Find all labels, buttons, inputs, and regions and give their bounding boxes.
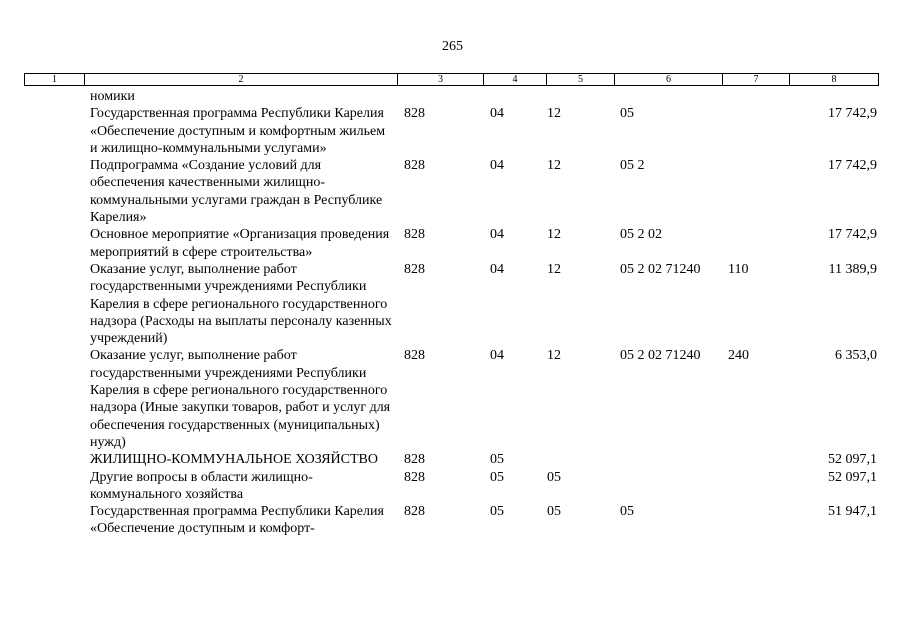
row-cell-c3: 828 <box>404 106 425 122</box>
row-description: номики <box>90 89 135 104</box>
row-cell-c3: 828 <box>404 469 425 485</box>
row-cell-c5: 05 <box>547 469 561 485</box>
row-cell-c4: 05 <box>490 469 504 485</box>
row-cell-c4: 04 <box>490 348 504 364</box>
row-cell-c6: 05 2 02 <box>620 227 662 243</box>
row-cell-c7: 240 <box>728 348 749 364</box>
table-row <box>0 451 905 468</box>
table-rows <box>0 105 905 537</box>
header-col-5: 5 <box>547 73 615 86</box>
row-cell-c6: 05 2 02 71240 <box>620 261 701 277</box>
header-col-1: 1 <box>24 73 85 86</box>
row-cell-c8: 6 353,0 <box>835 348 877 364</box>
row-cell-c5: 12 <box>547 158 561 174</box>
header-col-8: 8 <box>790 73 879 86</box>
row-cell-c6: 05 2 02 71240 <box>620 348 701 364</box>
row-cell-c8: 51 947,1 <box>828 504 877 520</box>
header-col-6: 6 <box>615 73 723 86</box>
row-cell-c3: 828 <box>404 158 425 174</box>
table-row <box>0 261 905 347</box>
header-col-7: 7 <box>723 73 790 86</box>
row-description: ЖИЛИЩНО-КОММУНАЛЬНОЕ ХОЗЯЙСТВО <box>90 452 378 468</box>
header-col-3: 3 <box>398 73 484 86</box>
row-cell-c6: 05 <box>620 106 634 122</box>
table-row <box>0 347 905 451</box>
row-description: Другие вопросы в области жилищно-коммунального хозяйства <box>90 469 313 502</box>
row-cell-c4: 04 <box>490 261 504 277</box>
row-cell-c3: 828 <box>404 348 425 364</box>
row-cell-c3: 828 <box>404 261 425 277</box>
row-cell-c6: 05 2 <box>620 158 645 174</box>
row-cell-c3: 828 <box>404 452 425 468</box>
header-col-2: 2 <box>85 73 398 86</box>
row-cell-c4: 04 <box>490 227 504 243</box>
row-cell-c4: 05 <box>490 504 504 520</box>
row-cell-c8: 17 742,9 <box>828 227 877 243</box>
row-cell-c8: 52 097,1 <box>828 469 877 485</box>
continuation-row <box>0 88 905 105</box>
table-row <box>0 105 905 157</box>
row-cell-c5: 12 <box>547 261 561 277</box>
row-cell-c3: 828 <box>404 504 425 520</box>
row-description: Оказание услуг, выполнение работ государственными учреждениями Республики Карелия в сфере регионального государственного надзора (Иные закупки товаров, работ и услуг для обеспечения государственных (муниципальных) нужд) <box>90 348 391 450</box>
page-number: 265 <box>442 39 463 54</box>
table-row <box>0 503 905 538</box>
row-cell-c6: 05 <box>620 504 634 520</box>
row-cell-c8: 11 389,9 <box>828 261 877 277</box>
row-cell-c4: 05 <box>490 452 504 468</box>
row-cell-c5: 12 <box>547 227 561 243</box>
row-description: Подпрограмма «Создание условий для обеспечения качественными жилищно-коммунальными услугами граждан в Республике Карелия» <box>90 158 383 226</box>
row-cell-c8: 52 097,1 <box>828 452 877 468</box>
table-row <box>0 226 905 261</box>
row-description: Основное мероприятие «Организация проведения мероприятий в сфере строительства» <box>90 227 390 260</box>
row-cell-c7: 110 <box>728 261 749 277</box>
header-col-4: 4 <box>484 73 547 86</box>
table-row <box>0 469 905 504</box>
row-cell-c3: 828 <box>404 227 425 243</box>
row-cell-c4: 04 <box>490 158 504 174</box>
row-description: Государственная программа Республики Карелия «Обеспечение доступным и комфорт- <box>90 504 384 537</box>
row-description: Государственная программа Республики Карелия «Обеспечение доступным и комфортным жильем и жилищно-коммунальными услугами» <box>90 106 386 156</box>
table-body <box>0 88 905 538</box>
row-cell-c4: 04 <box>490 106 504 122</box>
row-cell-c5: 12 <box>547 348 561 364</box>
row-cell-c8: 17 742,9 <box>828 158 877 174</box>
row-cell-c5: 12 <box>547 106 561 122</box>
row-description: Оказание услуг, выполнение работ государственными учреждениями Республики Карелия в сфере регионального государственного надзора (Расходы на выплаты персоналу казенных учреждений) <box>90 261 392 347</box>
row-cell-c5: 05 <box>547 504 561 520</box>
row-cell-c8: 17 742,9 <box>828 106 877 122</box>
table-row <box>0 157 905 226</box>
